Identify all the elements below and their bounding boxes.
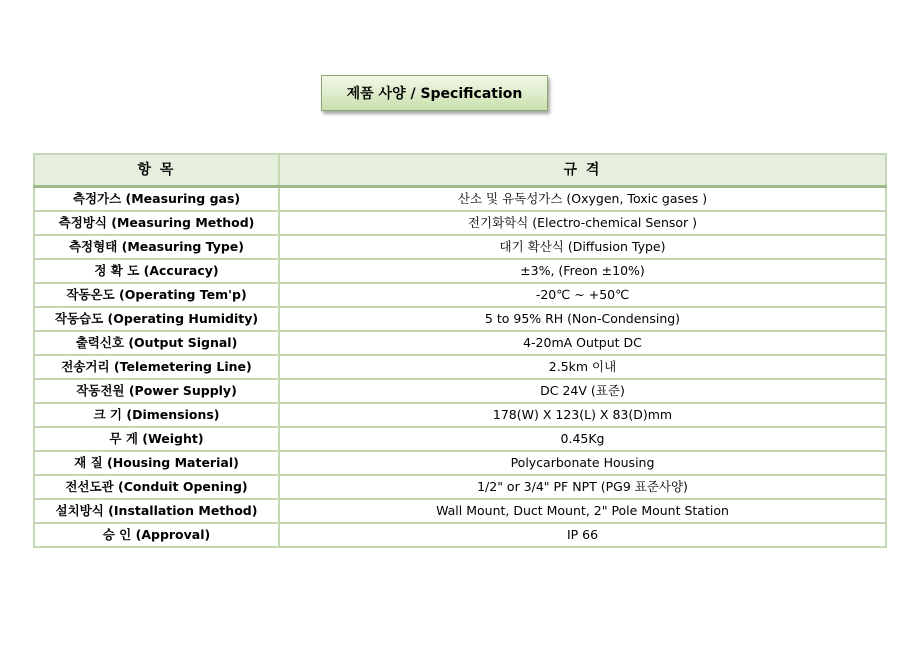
row-item-value: 산소 및 유독성가스 (Oxygen, Toxic gases )	[279, 187, 886, 212]
row-item-value: ±3%, (Freon ±10%)	[279, 259, 886, 283]
table-row	[34, 379, 886, 403]
row-item-label: 작동온도 (Operating Tem'p)	[34, 283, 279, 307]
row-item-value: 1/2" or 3/4" PF NPT (PG9 표준사양)	[279, 475, 886, 499]
table-row	[34, 211, 886, 235]
header-spec: 규 격	[279, 154, 886, 187]
row-item-label: 측정방식 (Measuring Method)	[34, 211, 279, 235]
row-item-label: 작동습도 (Operating Humidity)	[34, 307, 279, 331]
specification-table	[33, 153, 887, 548]
row-item-value: 4-20mA Output DC	[279, 331, 886, 355]
table-row	[34, 355, 886, 379]
row-item-label: 측정가스 (Measuring gas)	[34, 187, 279, 212]
table-header-row	[34, 154, 886, 187]
row-item-value: DC 24V (표준)	[279, 379, 886, 403]
table-row	[34, 235, 886, 259]
row-item-value: IP 66	[279, 523, 886, 547]
row-item-label: 크 기 (Dimensions)	[34, 403, 279, 427]
row-item-label: 설치방식 (Installation Method)	[34, 499, 279, 523]
table-row	[34, 427, 886, 451]
page-title: 제품 사양 / Specification	[321, 75, 548, 111]
row-item-label: 출력신호 (Output Signal)	[34, 331, 279, 355]
row-item-label: 정 확 도 (Accuracy)	[34, 259, 279, 283]
row-item-value: Wall Mount, Duct Mount, 2" Pole Mount Station	[279, 499, 886, 523]
table-row	[34, 523, 886, 547]
row-item-value: 0.45Kg	[279, 427, 886, 451]
row-item-value: 전기화학식 (Electro-chemical Sensor )	[279, 211, 886, 235]
table-row	[34, 403, 886, 427]
table-row	[34, 499, 886, 523]
row-item-label: 승 인 (Approval)	[34, 523, 279, 547]
table-row	[34, 451, 886, 475]
table-row	[34, 259, 886, 283]
row-item-label: 재 질 (Housing Material)	[34, 451, 279, 475]
header-item: 항 목	[34, 154, 279, 187]
table-row	[34, 331, 886, 355]
row-item-label: 작동전원 (Power Supply)	[34, 379, 279, 403]
row-item-value: -20℃ ~ +50℃	[279, 283, 886, 307]
row-item-label: 전선도관 (Conduit Opening)	[34, 475, 279, 499]
row-item-value: Polycarbonate Housing	[279, 451, 886, 475]
row-item-value: 대기 확산식 (Diffusion Type)	[279, 235, 886, 259]
row-item-value: 5 to 95% RH (Non-Condensing)	[279, 307, 886, 331]
row-item-label: 전송거리 (Telemetering Line)	[34, 355, 279, 379]
table-row	[34, 187, 886, 212]
row-item-label: 측정형태 (Measuring Type)	[34, 235, 279, 259]
table-row	[34, 283, 886, 307]
row-item-value: 178(W) X 123(L) X 83(D)mm	[279, 403, 886, 427]
row-item-value: 2.5km 이내	[279, 355, 886, 379]
row-item-label: 무 게 (Weight)	[34, 427, 279, 451]
table-row	[34, 475, 886, 499]
table-row	[34, 307, 886, 331]
